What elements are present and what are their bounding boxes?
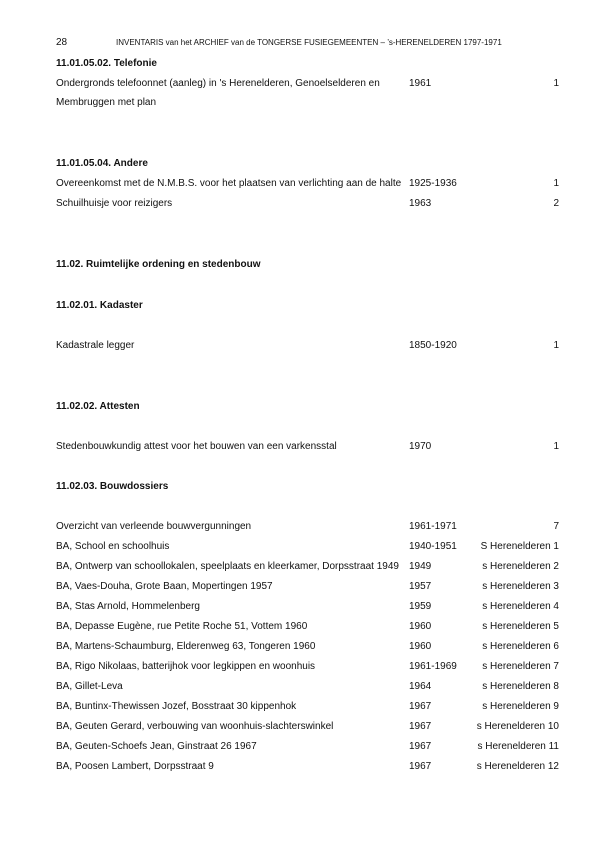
section-heading-andere: 11.01.05.04. Andere bbox=[56, 158, 148, 169]
entry-description: Stedenbouwkundig attest voor het bouwen van een varkensstal bbox=[56, 441, 337, 452]
entry-description: Overeenkomst met de N.M.B.S. voor het plaatsen van verlichting aan de halte bbox=[56, 178, 402, 189]
section-heading-kadaster: 11.02.01. Kadaster bbox=[56, 300, 143, 311]
section-heading-attesten: 11.02.02. Attesten bbox=[56, 401, 140, 412]
entry-description: BA, Ontwerp van schoollokalen, speelplaats en kleerkamer, Dorpsstraat 1949 bbox=[56, 561, 399, 572]
entry-description-continued: Membruggen met plan bbox=[56, 97, 157, 108]
entry-date: 1964 bbox=[409, 681, 432, 692]
entry-date: 1850-1920 bbox=[409, 340, 457, 351]
entry-description: BA, Geuten-Schoefs Jean, Ginstraat 26 1967 bbox=[56, 741, 257, 752]
entry-number: s Herenelderen 2 bbox=[482, 561, 559, 572]
entry-description: BA, Martens-Schaumburg, Elderenweg 63, Tongeren 1960 bbox=[56, 641, 316, 652]
entry-number: S Herenelderen 1 bbox=[480, 541, 559, 552]
entry-date: 1967 bbox=[409, 721, 432, 732]
header-title: INVENTARIS van het ARCHIEF van de TONGERSE FUSIEGEMEENTEN – ’s-HERENELDEREN 1797-1971 bbox=[116, 38, 502, 47]
page-header bbox=[56, 37, 536, 48]
entry-date: 1960 bbox=[409, 621, 432, 632]
entry-date: 1957 bbox=[409, 581, 432, 592]
entry-number: s Herenelderen 7 bbox=[482, 661, 559, 672]
entry-date: 1967 bbox=[409, 761, 432, 772]
entry-number: s Herenelderen 8 bbox=[482, 681, 559, 692]
entry-date: 1961-1969 bbox=[409, 661, 457, 672]
entry-description: BA, Depasse Eugène, rue Petite Roche 51, Vottem 1960 bbox=[56, 621, 308, 632]
entry-date: 1949 bbox=[409, 561, 432, 572]
entry-date: 1959 bbox=[409, 601, 432, 612]
entry-number: 7 bbox=[553, 521, 559, 532]
entry-date: 1960 bbox=[409, 641, 432, 652]
entry-description: Kadastrale legger bbox=[56, 340, 135, 351]
entry-number: s Herenelderen 6 bbox=[482, 641, 559, 652]
section-heading-bouwdossiers: 11.02.03. Bouwdossiers bbox=[56, 481, 169, 492]
entry-number: 2 bbox=[553, 198, 559, 209]
section-heading-ruimtelijke-ordening: 11.02. Ruimtelijke ordening en stedenbouw bbox=[56, 259, 261, 270]
section-heading-telefonie: 11.01.05.02. Telefonie bbox=[56, 58, 157, 69]
entry-number: 1 bbox=[553, 340, 559, 351]
entry-number: 1 bbox=[553, 441, 559, 452]
entry-number: s Herenelderen 12 bbox=[476, 761, 559, 772]
entry-date: 1963 bbox=[409, 198, 432, 209]
entry-date: 1925-1936 bbox=[409, 178, 457, 189]
entry-number: s Herenelderen 9 bbox=[482, 701, 559, 712]
entry-description: Overzicht van verleende bouwvergunningen bbox=[56, 521, 252, 532]
entry-number: s Herenelderen 5 bbox=[482, 621, 559, 632]
entry-date: 1970 bbox=[409, 441, 432, 452]
entry-number: s Herenelderen 11 bbox=[477, 741, 559, 752]
entry-description: BA, Poosen Lambert, Dorpsstraat 9 bbox=[56, 761, 214, 772]
entry-description: Schuilhuisje voor reizigers bbox=[56, 198, 173, 209]
entry-description: BA, Geuten Gerard, verbouwing van woonhuis-slachterswinkel bbox=[56, 721, 334, 732]
entry-date: 1967 bbox=[409, 701, 432, 712]
entry-number: s Herenelderen 10 bbox=[476, 721, 559, 732]
entry-date: 1961 bbox=[409, 78, 432, 89]
entry-description: BA, Vaes-Douha, Grote Baan, Mopertingen 1957 bbox=[56, 581, 273, 592]
entry-number: 1 bbox=[553, 178, 559, 189]
entry-number: s Herenelderen 4 bbox=[482, 601, 559, 612]
entry-date: 1961-1971 bbox=[409, 521, 457, 532]
entry-description: Ondergronds telefoonnet (aanleg) in 's Herenelderen, Genoelselderen en bbox=[56, 78, 380, 89]
entry-number: 1 bbox=[553, 78, 559, 89]
entry-description: BA, School en schoolhuis bbox=[56, 541, 170, 552]
entry-date: 1967 bbox=[409, 741, 432, 752]
entry-description: BA, Gillet-Leva bbox=[56, 681, 123, 692]
entry-number: s Herenelderen 3 bbox=[482, 581, 559, 592]
entry-description: BA, Stas Arnold, Hommelenberg bbox=[56, 601, 200, 612]
entry-date: 1940-1951 bbox=[409, 541, 457, 552]
page-number: 28 bbox=[56, 37, 68, 48]
entry-description: BA, Buntinx-Thewissen Jozef, Bosstraat 30 kippenhok bbox=[56, 701, 297, 712]
entry-description: BA, Rigo Nikolaas, batterijhok voor legkippen en woonhuis bbox=[56, 661, 316, 672]
